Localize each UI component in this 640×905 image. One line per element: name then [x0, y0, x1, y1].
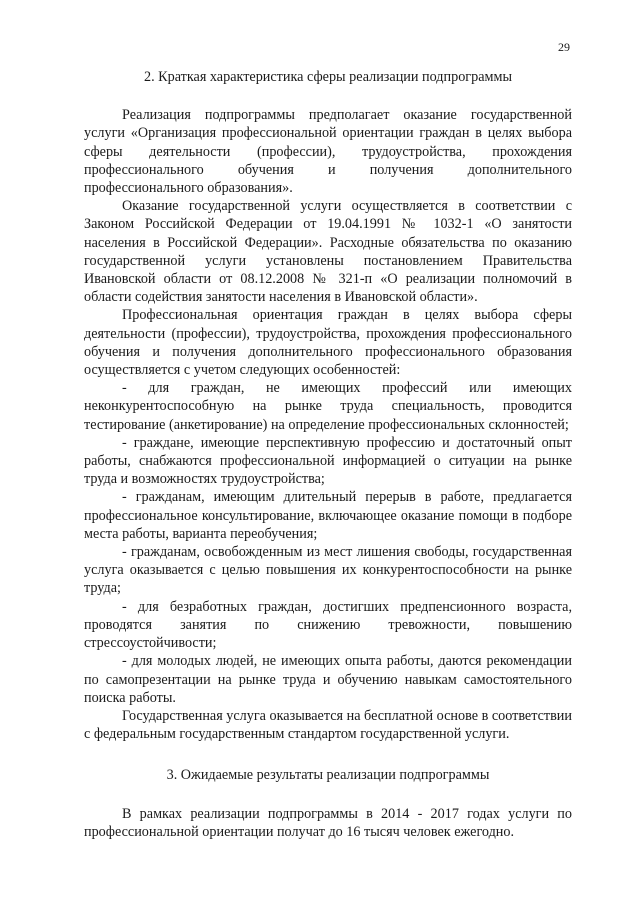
paragraph-expected-results: В рамках реализации подпрограммы в 2014 - 2017 годах услуги по профессиональной ориентации получат до 16 тысяч человек ежегодно. [84, 805, 572, 840]
list-item-long-break: - гражданам, имеющим длительный перерыв в работе, предлагается профессиональное консультирование, включающее оказание помощи в подборе места работы, варианта переобучения; [84, 489, 572, 542]
paragraph-legal-basis: Оказание государственной услуги осуществляется в соответствии с Законом Российской Федерации от 19.04.1991 № 1032-1 «О занятости населения в Российской Федерации». Расходные обязательства по оказанию государственной услуги установлены постановлением Правительства Ивановской области от 08.12.2008 № 321-п «О реализации полномочий в области содействия занятости населения в Ивановской области». [84, 198, 572, 306]
list-item-promising-profession: - граждане, имеющие перспективную профессию и достаточный опыт работы, снабжаются профессиональной информацией о ситуации на рынке труда и возможностях трудоустройства; [84, 434, 572, 488]
paragraph-free-of-charge: Государственная услуга оказывается на бесплатной основе в соответствии с федеральным государственным стандартом государственной услуги. [84, 707, 572, 743]
list-item-pre-retirement: - для безработных граждан, достигших предпенсионного возраста, проводятся занятия по снижению тревожности, повышению стрессоустойчивости; [84, 598, 572, 652]
paragraph-features-intro: Профессиональная ориентация граждан в целях выбора сферы деятельности (профессии), трудоустройства, прохождения профессионального обучения и получения дополнительного профессионального образования осуществляется с учетом следующих особенностей: [84, 307, 572, 379]
section-2-heading: 2. Краткая характеристика сферы реализации подпрограммы [143, 69, 512, 85]
section-3-heading: 3. Ожидаемые результаты реализации подпрограммы [166, 767, 490, 784]
list-item-young-people: - для молодых людей, не имеющих опыта работы, даются рекомендации по самопрезентации на рынке труда и обучению навыкам самостоятельного поиска работы. [84, 653, 572, 706]
list-item-no-profession: - для граждан, не имеющих профессий или имеющих неконкурентоспособную на рынке труда специальность, проводится тестирование (анкетирование) на определение профессиональных склонностей; [84, 380, 572, 433]
list-item-released-prisoners: - гражданам, освобожденным из мест лишения свободы, государственная услуга оказывается с целью повышения их конкурентоспособности на рынке труда; [84, 544, 572, 597]
paragraph-service-description: Реализация подпрограммы предполагает оказание государственной услуги «Организация профессиональной ориентации граждан в целях выбора сферы деятельности (профессии), трудоустройства, прохождения профессионального обучения и получения дополнительного профессионального образования». [84, 107, 572, 197]
document-body [84, 68, 572, 841]
page-number: 29 [558, 40, 570, 54]
